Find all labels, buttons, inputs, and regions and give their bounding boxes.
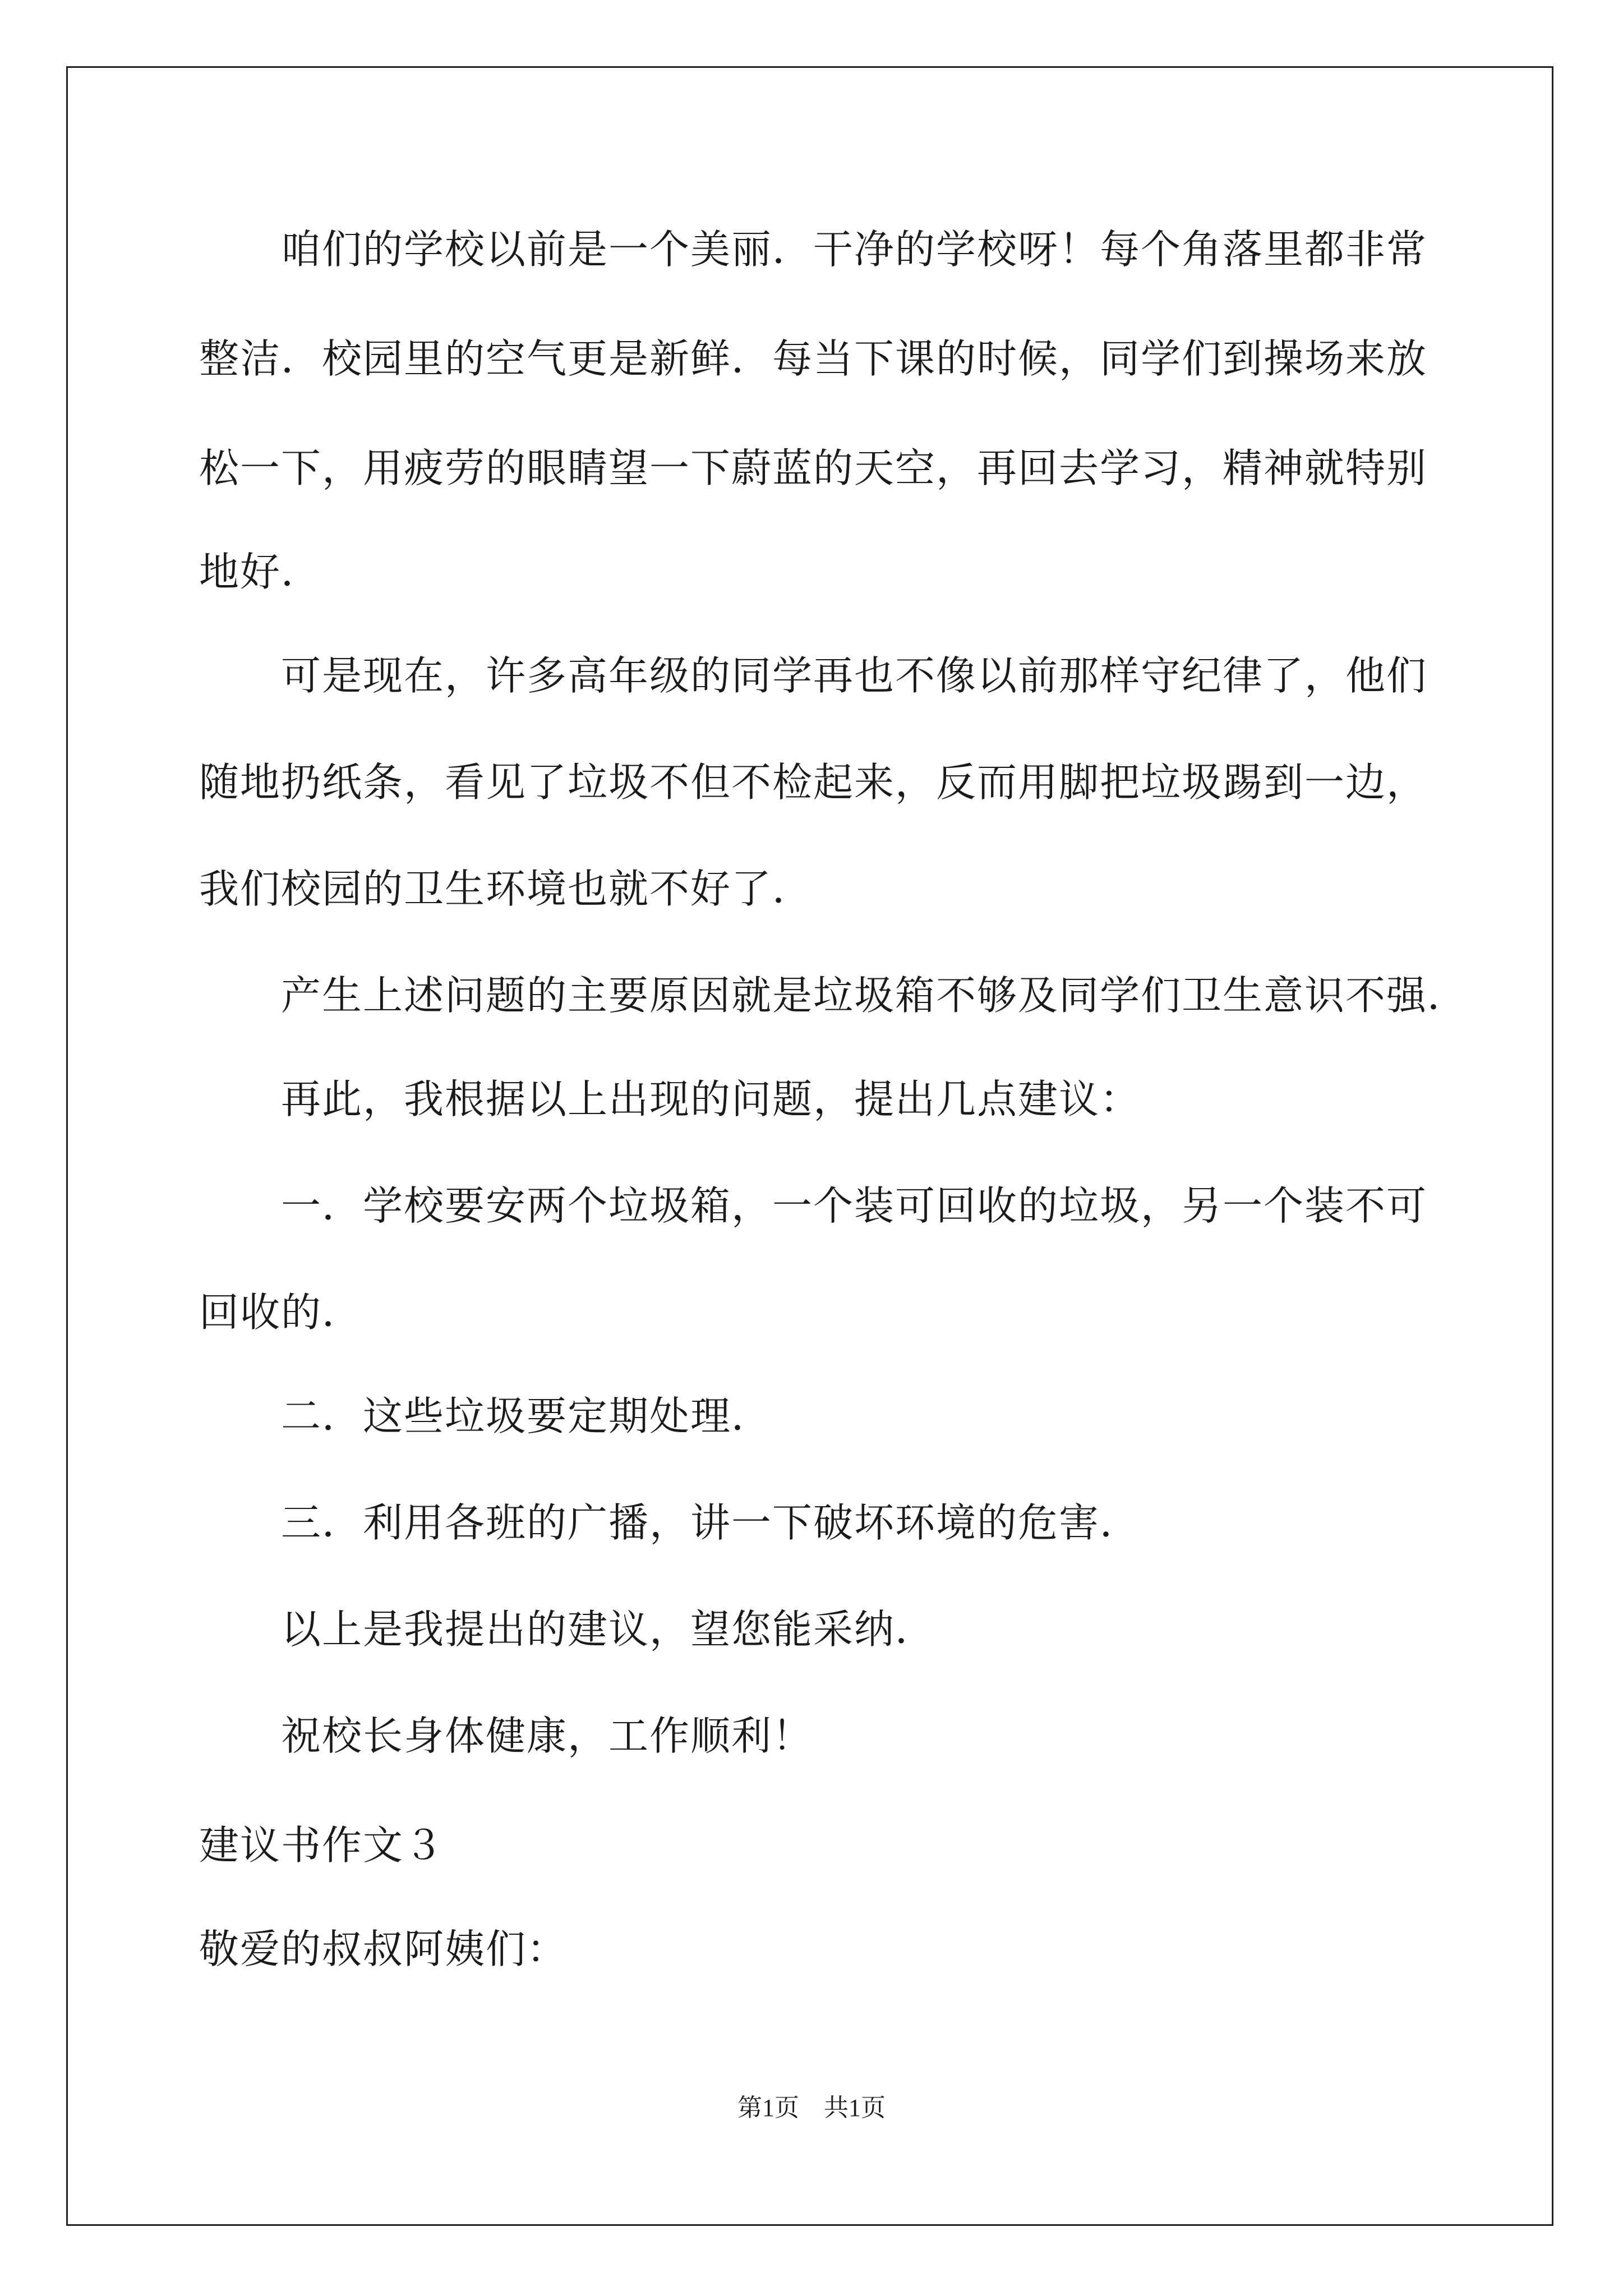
paragraph-6-line-1: 二．这些垃圾要定期处理． — [281, 1393, 773, 1439]
paragraph-3-line-1: 产生上述问题的主要原因就是垃圾箱不够及同学们卫生意识不强． — [281, 972, 1469, 1019]
page-number-footer: 第1页 共1页 — [737, 2094, 886, 2122]
page-border — [66, 66, 1553, 2226]
paragraph-1-line-3: 松一下，用疲劳的眼睛望一下蔚蓝的天空，再回去学习，精神就特别 — [199, 445, 1428, 491]
paragraph-1-line-2: 整洁．校园里的空气更是新鲜．每当下课的时候，同学们到操场来放 — [199, 335, 1428, 382]
paragraph-1-line-1: 咱们的学校以前是一个美丽．干净的学校呀！每个角落里都非常 — [281, 226, 1428, 273]
paragraph-2-line-3: 我们校园的卫生环境也就不好了． — [199, 866, 814, 912]
paragraph-2-line-2: 随地扔纸条，看见了垃圾不但不检起来，反而用脚把垃圾踢到一边， — [199, 759, 1428, 806]
paragraph-4-line-1: 再此，我根据以上出现的问题，提出几点建议： — [281, 1076, 1141, 1122]
paragraph-7-line-1: 三．利用各班的广播，讲一下破坏环境的危害． — [281, 1499, 1141, 1546]
paragraph-5-line-1: 一．学校要安两个垃圾箱，一个装可回收的垃圾，另一个装不可 — [281, 1182, 1428, 1229]
section-heading: 建议书作文３ — [199, 1822, 445, 1869]
paragraph-8-line-1: 以上是我提出的建议，望您能采纳． — [281, 1606, 937, 1653]
paragraph-5-line-2: 回收的． — [199, 1289, 363, 1336]
paragraph-9-line-1: 祝校长身体健康，工作顺利！ — [281, 1713, 814, 1759]
paragraph-1-line-4: 地好． — [199, 549, 322, 595]
salutation: 敬爱的叔叔阿姨们： — [199, 1926, 568, 1972]
paragraph-2-line-1: 可是现在，许多高年级的同学再也不像以前那样守纪律了，他们 — [281, 652, 1428, 699]
